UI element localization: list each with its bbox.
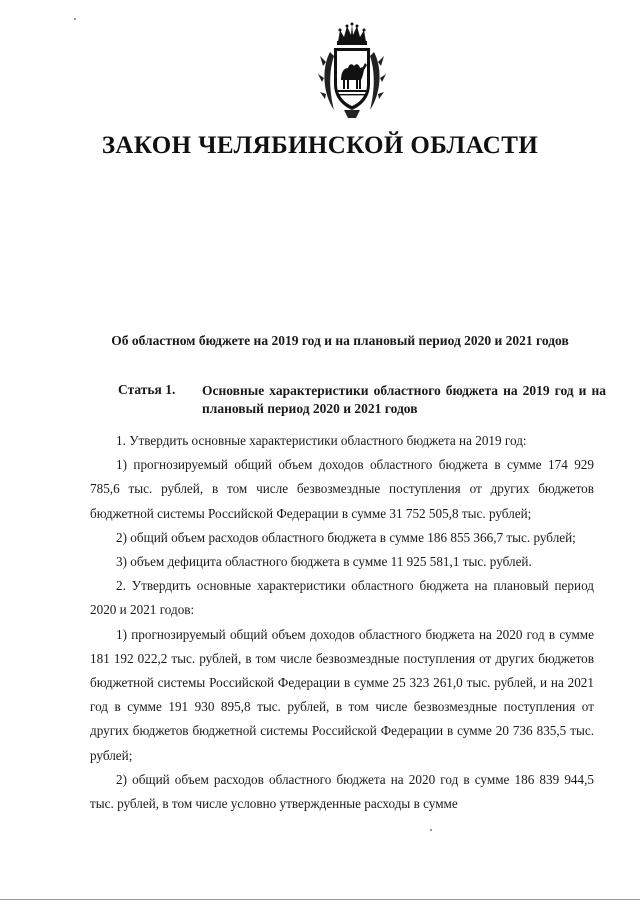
article-number: Статья 1. [118,382,176,397]
paragraph: 1. Утвердить основные характеристики областного бюджета на 2019 год: [116,433,527,448]
article-heading: Основные характеристики областного бюджета на 2019 год и на плановый период 2020 и 2021 годов [202,383,606,416]
page-bottom-edge [0,899,640,900]
law-title: ЗАКОН ЧЕЛЯБИНСКОЙ ОБЛАСТИ [101,132,539,159]
paragraph: 2) общий объем расходов областного бюджета на 2020 год в сумме 186 839 944,5 тыс. рублей, в том числе условно утвержденные расходы в сумме [90,771,594,812]
scan-speck [74,18,76,20]
law-subtitle: Об областном бюджете на 2019 год и на плановый период 2020 и 2021 годов [111,333,569,348]
scan-speck [430,829,432,831]
paragraph: 1) прогнозируемый общий объем доходов областного бюджета в сумме 174 929 785,6 тыс. рублей, в том числе безвозмездные поступления от других бюджетов бюджетной системы Российской Федерации в сумме 31 752 505,8 тыс. рублей; [90,457,594,521]
chelyabinsk-coat-of-arms-icon [316,22,388,122]
paragraph: 2) общий объем расходов областного бюджета в сумме 186 855 366,7 тыс. рублей; [116,529,576,545]
article-body [90,429,594,816]
paragraph: 2. Утвердить основные характеристики областного бюджета на плановый период 2020 и 2021 годов: [90,578,594,618]
paragraph: 1) прогнозируемый общий объем доходов областного бюджета на 2020 год в сумме 181 192 022,2 тыс. рублей, в том числе безвозмездные поступления от других бюджетов бюджетной системы Российской Федерации в сумме 25 323 261,0 тыс. рублей, и на 2021 год в сумме 191 930 895,8 тыс. рублей, в том числе безвозмездные поступления от других бюджетов бюджетной системы Российской Федерации в сумме 20 736 835,5 тыс. рублей; [90,626,594,763]
paragraph: 3) объем дефицита областного бюджета в сумме 11 925 581,1 тыс. рублей. [116,554,532,570]
